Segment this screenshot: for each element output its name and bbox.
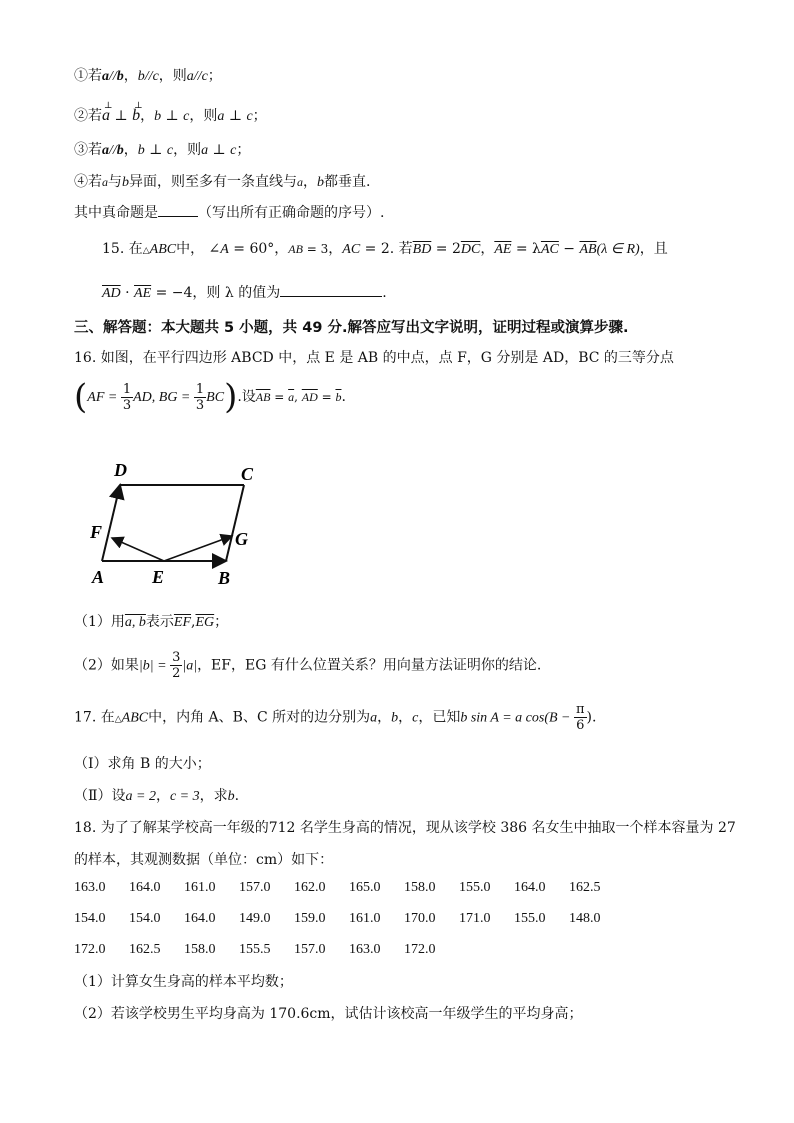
text: AF = — [87, 390, 121, 405]
table-cell: 155.0 — [514, 910, 546, 926]
fraction — [574, 702, 587, 733]
sym: ⊥ — [212, 142, 226, 158]
text: 异面，则至多有一条直线与 — [129, 174, 297, 190]
q16-part-2 — [74, 650, 541, 690]
text: ； — [252, 108, 267, 124]
q18-part-1: （1）计算女生身高的样本平均数； — [74, 974, 293, 990]
text: = — [317, 390, 336, 404]
table-cell — [459, 934, 514, 965]
table-cell: 162.5 — [129, 941, 161, 957]
var: b — [317, 175, 324, 190]
text: ②若 — [74, 108, 102, 124]
text: ). — [586, 709, 597, 726]
text: . — [341, 389, 346, 405]
vector: $\overline{AC}$ — [540, 242, 559, 257]
text: BC — [206, 390, 225, 405]
text: （Ⅱ）设 — [74, 788, 126, 804]
equation: b sin A = a cos(B − — [460, 710, 574, 726]
var: c — [183, 109, 190, 124]
numerator: 3 — [172, 650, 181, 665]
text: ③若 — [74, 142, 102, 158]
table-cell: 154.0 — [74, 910, 106, 926]
denominator: 3 — [122, 397, 132, 413]
table-row — [74, 872, 624, 903]
text: − — [558, 241, 580, 257]
text: ，则 — [158, 68, 187, 84]
table-cell: 157.0 — [239, 879, 271, 895]
vector: $\overline{BD}$ — [412, 242, 432, 257]
var: c — [166, 143, 174, 158]
table-cell: 154.0 — [129, 910, 161, 926]
sym: ⊥ — [114, 108, 128, 124]
vector: $\overline{AB}$ — [255, 390, 271, 404]
table-cell: 158.0 — [404, 879, 436, 895]
table-cell: 155.0 — [459, 879, 491, 895]
q17-line-1 — [74, 702, 596, 742]
equation: c = 3 — [169, 789, 200, 804]
var: a — [102, 175, 108, 189]
text: . — [382, 285, 387, 301]
var: c — [412, 710, 419, 726]
triangle-icon: △ — [142, 246, 150, 256]
numerator: 1 — [122, 381, 132, 397]
var: AC — [342, 242, 361, 257]
table-cell: 159.0 — [294, 910, 326, 926]
denominator: 2 — [172, 666, 181, 681]
sym: // — [144, 69, 153, 84]
vector: $\overline{a}$ — [288, 390, 295, 404]
vector: $\overline{AB}$ — [579, 242, 597, 257]
var: a — [102, 69, 109, 84]
paren-close: ) — [224, 377, 238, 417]
vector: a, b — [124, 615, 146, 630]
table-cell: 163.0 — [74, 879, 106, 895]
text: |a| — [182, 658, 198, 674]
text: 中，内角 A、B、C 所对的边分别为 — [148, 709, 371, 726]
var: c — [201, 69, 208, 84]
vector-eg — [164, 536, 232, 561]
var: b — [154, 109, 162, 124]
q16-line-1: 16. 如图，在平行四边形 ABCD 中，点 E 是 AB 的中点，点 F，G 分别是 AD，BC 的三等分点 — [74, 350, 674, 366]
text: ， — [328, 241, 343, 257]
sym: ⊥ — [228, 108, 242, 124]
text: ， — [398, 709, 413, 726]
text: ， — [123, 68, 138, 84]
table-cell — [569, 934, 624, 965]
text: ，EF，EG 有什么位置关系？用向量方法证明你的结论. — [197, 657, 542, 674]
vector: $\overline{AD}$ — [301, 390, 318, 404]
table-cell: 164.0 — [129, 879, 161, 895]
text: 其中真命题是 — [74, 205, 158, 221]
q14-item-2 — [74, 101, 267, 127]
text: ； — [214, 614, 229, 630]
text: ，求 — [199, 788, 228, 804]
vector: $\overline{b}$ — [335, 390, 342, 404]
text: . 若 — [389, 241, 413, 257]
sym: // — [193, 69, 202, 84]
var: b — [137, 69, 145, 84]
text: ，且 — [639, 241, 668, 257]
text: ，则 λ 的值为 — [192, 285, 281, 301]
table-cell: 170.0 — [404, 910, 436, 926]
var: b — [227, 789, 235, 804]
var: b — [122, 175, 129, 190]
text: ， — [123, 142, 138, 158]
var: b — [116, 69, 124, 84]
label-b: B — [218, 568, 231, 588]
var: a — [201, 143, 209, 158]
var: ABC — [149, 242, 177, 257]
q18-part-2: （2）若该学校男生平均身高为 170.6cm，试估计该校高一年级学生的平均身高； — [74, 1006, 583, 1022]
q15-line-1 — [102, 239, 668, 261]
fraction — [194, 382, 206, 413]
text: = λ — [511, 241, 541, 257]
denominator: 6 — [576, 718, 585, 733]
vector: $\overline{EG}$ — [195, 615, 215, 630]
text: ； — [236, 142, 251, 158]
label-c: C — [241, 464, 254, 484]
var: a — [102, 107, 110, 124]
table-row — [74, 934, 624, 965]
answer-blank[interactable] — [158, 202, 198, 217]
table-cell: 148.0 — [569, 910, 601, 926]
label-a: A — [92, 567, 105, 587]
q14-item-1 — [74, 66, 222, 87]
var: b — [137, 143, 145, 158]
text: , — [294, 390, 302, 404]
text: ， — [155, 788, 170, 804]
var: c — [152, 69, 159, 84]
q14-prompt — [74, 202, 384, 223]
text: = 60° — [228, 241, 275, 257]
q14-item-3 — [74, 140, 250, 161]
text: = — [270, 390, 289, 404]
q16-part-1 — [74, 612, 228, 633]
text: . — [234, 788, 240, 804]
label-d: D — [114, 460, 127, 480]
equation: a = 2 — [125, 789, 156, 804]
text: .设 — [237, 389, 256, 405]
table-cell: 157.0 — [294, 941, 326, 957]
text: 15. 在 — [102, 241, 143, 257]
sym: ⊥ — [165, 108, 179, 124]
text: = −4 — [151, 285, 193, 301]
text: |b| = — [138, 658, 171, 674]
answer-blank[interactable] — [280, 282, 382, 297]
text: （1）用 — [74, 614, 125, 630]
table-cell: 161.0 — [184, 879, 216, 895]
q15-line-2 — [102, 282, 387, 304]
var: b — [391, 710, 399, 726]
text: 17. 在 — [74, 709, 115, 726]
var: ABC — [121, 710, 149, 726]
table-cell: 172.0 — [404, 941, 436, 957]
table-cell — [514, 934, 569, 965]
text: AD, BG = — [133, 390, 194, 405]
text: ，已知 — [418, 709, 461, 726]
sym: ∠ — [208, 241, 221, 257]
sym: // — [109, 143, 117, 158]
paren-open: ( — [74, 377, 88, 417]
fraction — [170, 650, 182, 681]
text: 中， — [176, 241, 205, 257]
section-heading: 三、解答题：本大题共 5 小题，共 49 分.解答应写出文字说明，证明过程或演算步骤. — [74, 320, 629, 336]
text: · — [120, 285, 135, 301]
var: c — [230, 143, 237, 158]
table-cell: 162.5 — [569, 879, 601, 895]
numerator: 1 — [195, 381, 205, 397]
text: 与 — [108, 174, 122, 190]
var: A — [220, 242, 229, 257]
label-f: F — [90, 522, 103, 542]
table-cell: 158.0 — [184, 941, 216, 957]
text: = 2 — [360, 241, 390, 257]
var: a — [217, 109, 225, 124]
var: b — [132, 107, 141, 124]
vector: $\overline{DC}$ — [460, 242, 481, 257]
var: AB — [288, 242, 303, 256]
height-data-table — [74, 872, 624, 965]
sym: ⊥ — [149, 142, 163, 158]
table-cell: 155.5 — [239, 941, 271, 957]
label-e: E — [152, 567, 165, 587]
text: 表示 — [145, 614, 174, 630]
table-cell: 162.0 — [294, 879, 326, 895]
table-row — [74, 903, 624, 934]
q17-part-1: （Ⅰ）求角 B 的大小； — [74, 756, 211, 772]
table-cell: 165.0 — [349, 879, 381, 895]
table-cell: 163.0 — [349, 941, 381, 957]
side-cb — [226, 485, 244, 561]
vector-ef — [112, 538, 164, 561]
text: ， — [480, 241, 495, 257]
q16-line-2 — [74, 377, 346, 424]
text: ， — [377, 709, 392, 726]
text: ④若 — [74, 174, 102, 190]
table-cell: 161.0 — [349, 910, 381, 926]
table-cell: 164.0 — [184, 910, 216, 926]
vector: $\overline{AE}$ — [134, 286, 152, 301]
var: a — [370, 710, 378, 726]
vector: $\overline{EF}$ — [173, 615, 192, 630]
marker: ⊥ — [104, 101, 113, 111]
q14-item-4 — [74, 172, 370, 193]
marker: ⊥ — [134, 101, 143, 111]
text: ，则 — [173, 142, 202, 158]
label-g: G — [235, 529, 248, 549]
fraction — [121, 382, 133, 413]
var: a — [297, 175, 303, 189]
text: 都垂直. — [324, 174, 371, 190]
var: a — [102, 143, 109, 158]
q17-part-2 — [74, 786, 239, 807]
table-cell: 164.0 — [514, 879, 546, 895]
var: b — [116, 143, 124, 158]
text: ， — [274, 241, 289, 257]
text: (λ ∈ R) — [596, 242, 640, 257]
sym: // — [109, 69, 117, 84]
vector: $\overline{AE}$ — [494, 242, 512, 257]
triangle-icon: △ — [114, 714, 122, 725]
text: ， — [303, 174, 317, 190]
var: a — [186, 69, 194, 84]
parallelogram-figure — [86, 458, 272, 588]
q18-line-2: 的样本，其观测数据（单位：cm）如下： — [74, 852, 334, 868]
vector: $\overline{AD}$ — [102, 286, 121, 301]
table-cell: 149.0 — [239, 910, 271, 926]
numerator: π — [575, 702, 585, 717]
text: = 3 — [302, 242, 329, 256]
text: ， — [140, 108, 155, 124]
text: , — [191, 614, 196, 630]
vector-ad — [102, 485, 120, 561]
var: c — [246, 109, 253, 124]
q18-line-1: 18. 为了了解某学校高一年级的712 名学生身高的情况，现从该学校 386 名女生中抽取一个样本容量为 27 — [74, 820, 736, 836]
text: （写出所有正确命题的序号）. — [198, 205, 385, 221]
text: = 2 — [431, 241, 461, 257]
text: ①若 — [74, 68, 102, 84]
table-cell: 171.0 — [459, 910, 491, 926]
denominator: 3 — [195, 397, 205, 413]
text: ，则 — [189, 108, 218, 124]
table-cell: 172.0 — [74, 941, 106, 957]
text: ； — [207, 68, 222, 84]
text: （2）如果 — [74, 657, 139, 674]
